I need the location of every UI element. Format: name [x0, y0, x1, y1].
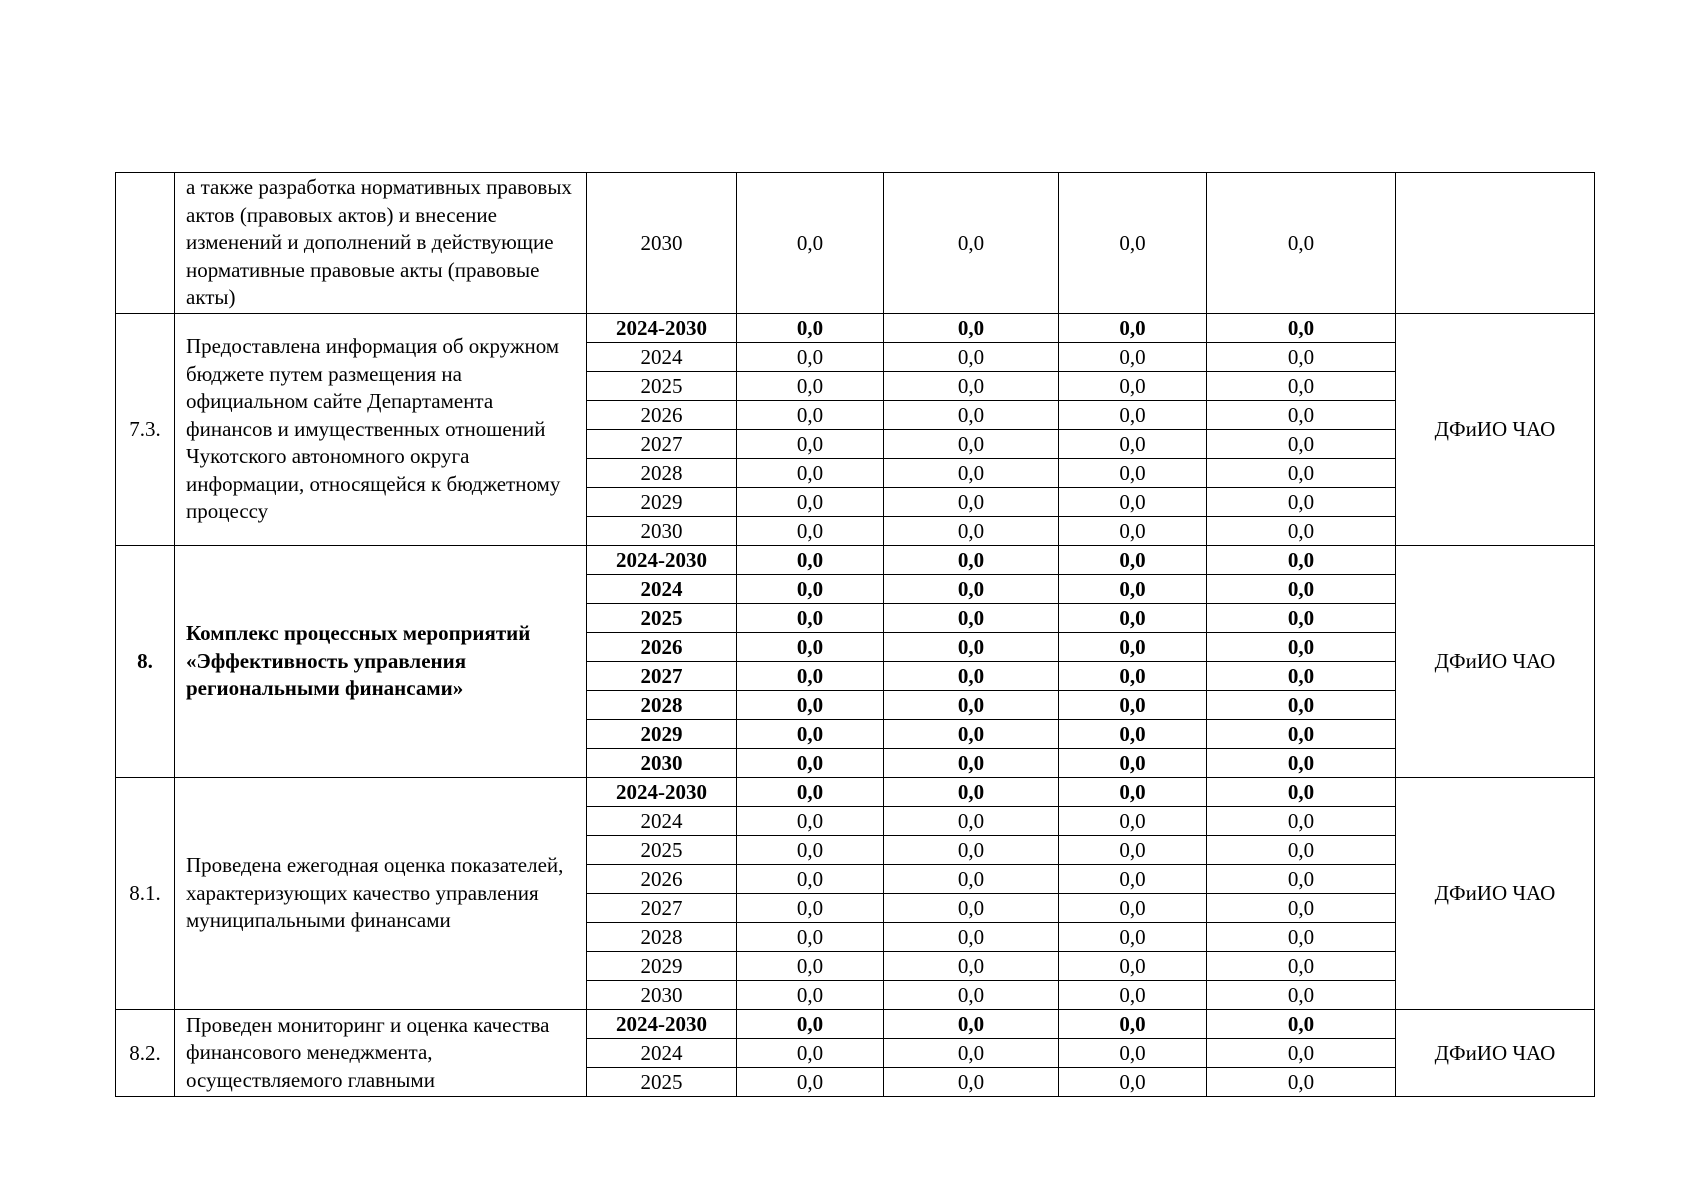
value-cell: 0,0: [1059, 173, 1207, 314]
value-cell: 0,0: [1059, 923, 1207, 952]
value-cell: 0,0: [1059, 836, 1207, 865]
value-cell: 0,0: [1059, 981, 1207, 1010]
section-number: 7.3.: [116, 314, 175, 546]
year-cell: 2028: [587, 459, 737, 488]
section-name: Комплекс процессных мероприятий «Эффективность управления региональными финансами»: [175, 546, 587, 778]
value-cell: 0,0: [1207, 1039, 1396, 1068]
value-cell: 0,0: [884, 662, 1059, 691]
responsible-cell: ДФиИО ЧАО: [1396, 778, 1595, 1010]
year-cell: 2025: [587, 1068, 737, 1097]
value-cell: 0,0: [1059, 372, 1207, 401]
value-cell: 0,0: [1207, 749, 1396, 778]
value-cell: 0,0: [1207, 1068, 1396, 1097]
value-cell: 0,0: [737, 923, 884, 952]
year-cell: 2024-2030: [587, 314, 737, 343]
value-cell: 0,0: [737, 778, 884, 807]
value-cell: 0,0: [737, 807, 884, 836]
value-cell: 0,0: [737, 401, 884, 430]
value-cell: 0,0: [884, 314, 1059, 343]
year-cell: 2027: [587, 662, 737, 691]
value-cell: 0,0: [1207, 720, 1396, 749]
value-cell: 0,0: [737, 952, 884, 981]
value-cell: 0,0: [884, 604, 1059, 633]
responsible-cell: ДФиИО ЧАО: [1396, 546, 1595, 778]
value-cell: 0,0: [1059, 691, 1207, 720]
year-cell: 2024: [587, 807, 737, 836]
value-cell: 0,0: [1059, 488, 1207, 517]
value-cell: 0,0: [884, 459, 1059, 488]
value-cell: 0,0: [1059, 894, 1207, 923]
table-body: [116, 173, 1595, 1097]
program-table: [115, 172, 1595, 1097]
value-cell: 0,0: [737, 430, 884, 459]
value-cell: 0,0: [737, 488, 884, 517]
value-cell: 0,0: [1207, 1010, 1396, 1039]
value-cell: 0,0: [737, 633, 884, 662]
value-cell: 0,0: [1207, 952, 1396, 981]
value-cell: 0,0: [737, 1010, 884, 1039]
value-cell: 0,0: [1059, 401, 1207, 430]
value-cell: 0,0: [884, 981, 1059, 1010]
value-cell: 0,0: [1207, 401, 1396, 430]
value-cell: 0,0: [1207, 430, 1396, 459]
value-cell: 0,0: [884, 343, 1059, 372]
value-cell: 0,0: [884, 1068, 1059, 1097]
value-cell: 0,0: [884, 546, 1059, 575]
year-cell: 2028: [587, 691, 737, 720]
value-cell: 0,0: [884, 720, 1059, 749]
value-cell: 0,0: [1059, 546, 1207, 575]
value-cell: 0,0: [884, 691, 1059, 720]
year-cell: 2026: [587, 633, 737, 662]
value-cell: 0,0: [1059, 430, 1207, 459]
responsible-cell: ДФиИО ЧАО: [1396, 314, 1595, 546]
value-cell: 0,0: [1207, 894, 1396, 923]
value-cell: 0,0: [737, 372, 884, 401]
value-cell: 0,0: [884, 894, 1059, 923]
value-cell: 0,0: [737, 894, 884, 923]
year-cell: 2029: [587, 720, 737, 749]
year-cell: 2030: [587, 981, 737, 1010]
table-row: [116, 546, 1595, 575]
year-cell: 2024: [587, 343, 737, 372]
value-cell: 0,0: [1059, 633, 1207, 662]
value-cell: 0,0: [884, 952, 1059, 981]
value-cell: 0,0: [1207, 372, 1396, 401]
value-cell: 0,0: [884, 575, 1059, 604]
value-cell: 0,0: [737, 691, 884, 720]
value-cell: 0,0: [1059, 517, 1207, 546]
value-cell: 0,0: [737, 1039, 884, 1068]
value-cell: 0,0: [1207, 633, 1396, 662]
year-cell: 2026: [587, 865, 737, 894]
value-cell: 0,0: [737, 720, 884, 749]
value-cell: 0,0: [884, 865, 1059, 894]
responsible-cell: ДФиИО ЧАО: [1396, 1010, 1595, 1097]
value-cell: 0,0: [884, 836, 1059, 865]
section-name: Предоставлена информация об окружном бюджете путем размещения на официальном сайте Департамента финансов и имущественных отношений Чукотского автономного округа информации, относящейся к бюджетному процессу: [175, 314, 587, 546]
year-cell: 2030: [587, 517, 737, 546]
value-cell: 0,0: [884, 173, 1059, 314]
value-cell: 0,0: [884, 488, 1059, 517]
year-cell: 2025: [587, 836, 737, 865]
value-cell: 0,0: [737, 343, 884, 372]
value-cell: 0,0: [1059, 662, 1207, 691]
section-name: а также разработка нормативных правовых актов (правовых актов) и внесение изменений и дополнений в действующие нормативные правовые акты (правовые акты): [175, 173, 587, 314]
year-cell: 2025: [587, 372, 737, 401]
value-cell: 0,0: [884, 517, 1059, 546]
value-cell: 0,0: [1207, 343, 1396, 372]
value-cell: 0,0: [1207, 865, 1396, 894]
value-cell: 0,0: [884, 372, 1059, 401]
value-cell: 0,0: [737, 517, 884, 546]
year-cell: 2028: [587, 923, 737, 952]
value-cell: 0,0: [1059, 720, 1207, 749]
value-cell: 0,0: [1207, 575, 1396, 604]
value-cell: 0,0: [1207, 807, 1396, 836]
value-cell: 0,0: [1207, 836, 1396, 865]
year-cell: 2027: [587, 430, 737, 459]
value-cell: 0,0: [1059, 459, 1207, 488]
value-cell: 0,0: [1059, 865, 1207, 894]
year-cell: 2024: [587, 575, 737, 604]
year-cell: 2024-2030: [587, 1010, 737, 1039]
value-cell: 0,0: [1059, 778, 1207, 807]
value-cell: 0,0: [1207, 923, 1396, 952]
responsible-cell: [1396, 173, 1595, 314]
value-cell: 0,0: [1207, 459, 1396, 488]
table-row: [116, 314, 1595, 343]
value-cell: 0,0: [1207, 488, 1396, 517]
year-cell: 2027: [587, 894, 737, 923]
value-cell: 0,0: [737, 662, 884, 691]
value-cell: 0,0: [1059, 1039, 1207, 1068]
year-cell: 2024: [587, 1039, 737, 1068]
value-cell: 0,0: [884, 401, 1059, 430]
value-cell: 0,0: [737, 865, 884, 894]
value-cell: 0,0: [884, 749, 1059, 778]
value-cell: 0,0: [1207, 778, 1396, 807]
value-cell: 0,0: [884, 430, 1059, 459]
year-cell: 2030: [587, 749, 737, 778]
value-cell: 0,0: [737, 981, 884, 1010]
year-cell: 2029: [587, 488, 737, 517]
table-row: [116, 173, 1595, 314]
value-cell: 0,0: [1059, 1010, 1207, 1039]
value-cell: 0,0: [737, 575, 884, 604]
value-cell: 0,0: [737, 1068, 884, 1097]
value-cell: 0,0: [1207, 314, 1396, 343]
value-cell: 0,0: [1207, 546, 1396, 575]
section-name: Проведена ежегодная оценка показателей, характеризующих качество управления муниципальными финансами: [175, 778, 587, 1010]
value-cell: 0,0: [737, 173, 884, 314]
value-cell: 0,0: [1207, 981, 1396, 1010]
year-cell: 2029: [587, 952, 737, 981]
value-cell: 0,0: [884, 633, 1059, 662]
value-cell: 0,0: [884, 807, 1059, 836]
value-cell: 0,0: [1207, 517, 1396, 546]
table-row: [116, 1010, 1595, 1039]
value-cell: 0,0: [1207, 604, 1396, 633]
section-number: [116, 173, 175, 314]
value-cell: 0,0: [884, 778, 1059, 807]
value-cell: 0,0: [1059, 952, 1207, 981]
value-cell: 0,0: [884, 1039, 1059, 1068]
year-cell: 2026: [587, 401, 737, 430]
value-cell: 0,0: [737, 604, 884, 633]
value-cell: 0,0: [737, 836, 884, 865]
value-cell: 0,0: [1207, 173, 1396, 314]
value-cell: 0,0: [1059, 314, 1207, 343]
value-cell: 0,0: [1059, 749, 1207, 778]
value-cell: 0,0: [737, 314, 884, 343]
value-cell: 0,0: [1059, 343, 1207, 372]
value-cell: 0,0: [884, 923, 1059, 952]
year-cell: 2025: [587, 604, 737, 633]
value-cell: 0,0: [1059, 807, 1207, 836]
section-name: Проведен мониторинг и оценка качества финансового менеджмента, осуществляемого главными: [175, 1010, 587, 1097]
value-cell: 0,0: [737, 459, 884, 488]
value-cell: 0,0: [737, 749, 884, 778]
section-number: 8.2.: [116, 1010, 175, 1097]
year-cell: 2024-2030: [587, 778, 737, 807]
value-cell: 0,0: [884, 1010, 1059, 1039]
table-row: [116, 778, 1595, 807]
value-cell: 0,0: [737, 546, 884, 575]
section-number: 8.1.: [116, 778, 175, 1010]
value-cell: 0,0: [1059, 604, 1207, 633]
section-number: 8.: [116, 546, 175, 778]
value-cell: 0,0: [1059, 1068, 1207, 1097]
year-cell: 2024-2030: [587, 546, 737, 575]
value-cell: 0,0: [1059, 575, 1207, 604]
value-cell: 0,0: [1207, 691, 1396, 720]
value-cell: 0,0: [1207, 662, 1396, 691]
year-cell: 2030: [587, 173, 737, 314]
